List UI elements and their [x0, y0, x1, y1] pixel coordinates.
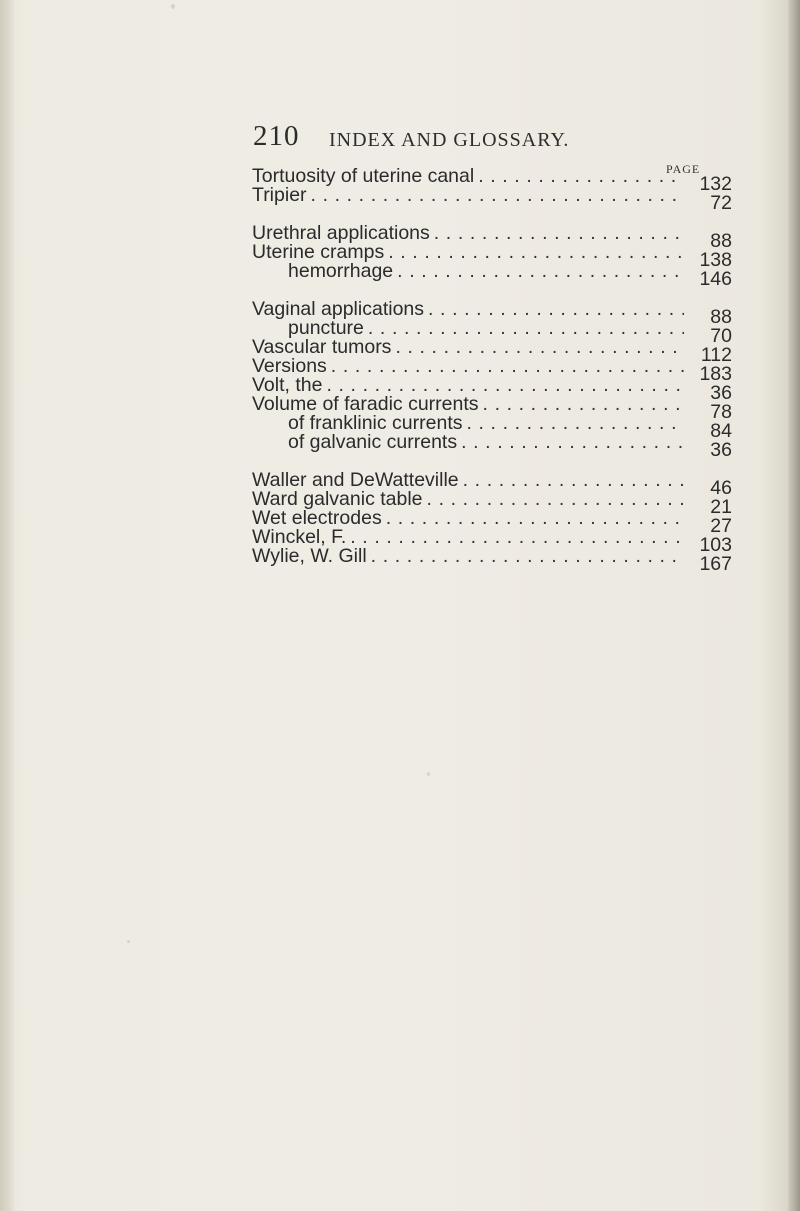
- entry-page-number: 78: [710, 401, 732, 423]
- dot-leader: [397, 262, 684, 281]
- page-column-label: PAGE: [666, 162, 701, 176]
- entry-term: puncture: [288, 317, 364, 339]
- entry-term: Wet electrodes: [252, 507, 382, 529]
- page-number: 210: [253, 120, 300, 152]
- dot-leader: [350, 528, 684, 547]
- dot-leader: [371, 547, 684, 566]
- entry-term: Vascular tumors: [252, 336, 392, 358]
- entry-term: Urethral applications: [252, 222, 430, 244]
- page-left-edge: [0, 0, 14, 1211]
- index-group: [252, 469, 732, 575]
- entry-page-number: 167: [699, 553, 732, 575]
- entry-page-number: 146: [699, 268, 732, 290]
- paper-spot: [427, 772, 430, 776]
- dot-leader: [388, 243, 684, 262]
- entry-term: Tripier: [252, 184, 307, 206]
- entry-page-number: 103: [699, 534, 732, 556]
- entry-term: of galvanic currents: [288, 431, 458, 453]
- entry-page-number: 183: [699, 363, 732, 385]
- entry-term: Wylie, W. Gill: [252, 545, 367, 567]
- entry-term: hemorrhage: [288, 260, 394, 282]
- dot-leader: [428, 300, 684, 319]
- entry-page-number: 72: [710, 192, 732, 214]
- entry-term: Versions: [252, 355, 327, 377]
- entry-page-number: 132: [699, 173, 732, 195]
- entry-term: Waller and DeWatteville: [252, 469, 459, 491]
- entry-term: Tortuosity of uterine canal: [252, 165, 475, 187]
- entry-page-number: 21: [710, 496, 732, 518]
- dot-leader: [368, 319, 684, 338]
- entry-term: Vaginal applications: [252, 298, 425, 320]
- dot-leader: [461, 433, 684, 452]
- entry-page-number: 112: [700, 344, 732, 366]
- entry-term: of franklinic currents: [288, 412, 463, 434]
- page-header: [253, 120, 753, 160]
- entry-page-number: 88: [710, 306, 732, 328]
- page-right-edge: [788, 0, 800, 1211]
- entry-page-number: 70: [710, 325, 732, 347]
- entry-page-number: 138: [699, 249, 732, 271]
- entry-page-number: 46: [710, 477, 732, 499]
- entry-term: Winckel, F.: [252, 526, 347, 548]
- entry-page-number: 36: [710, 382, 732, 404]
- entry-term: Volt, the: [252, 374, 323, 396]
- dot-leader: [434, 224, 684, 243]
- entry-page-number: 36: [710, 439, 732, 461]
- paper-spot: [127, 940, 130, 943]
- entry-page-number: 84: [710, 420, 732, 442]
- dot-leader: [311, 186, 684, 205]
- dot-leader: [463, 471, 684, 490]
- dot-leader: [483, 395, 684, 414]
- dot-leader: [395, 338, 684, 357]
- dot-leader: [386, 509, 684, 528]
- dot-leader: [478, 167, 684, 186]
- running-title: INDEX AND GLOSSARY.: [329, 129, 570, 151]
- dot-leader: [331, 357, 684, 376]
- entry-page-number: 27: [710, 515, 732, 537]
- entry-page-number: 88: [710, 230, 732, 252]
- entry-term: Volume of faradic currents: [252, 393, 479, 415]
- index-group: [252, 298, 732, 461]
- paper-spot: [171, 4, 175, 9]
- entry-term: Ward galvanic table: [252, 488, 423, 510]
- entry-term: Uterine cramps: [252, 241, 385, 263]
- dot-leader: [427, 490, 684, 509]
- dot-leader: [466, 414, 684, 433]
- index-group: [252, 222, 732, 290]
